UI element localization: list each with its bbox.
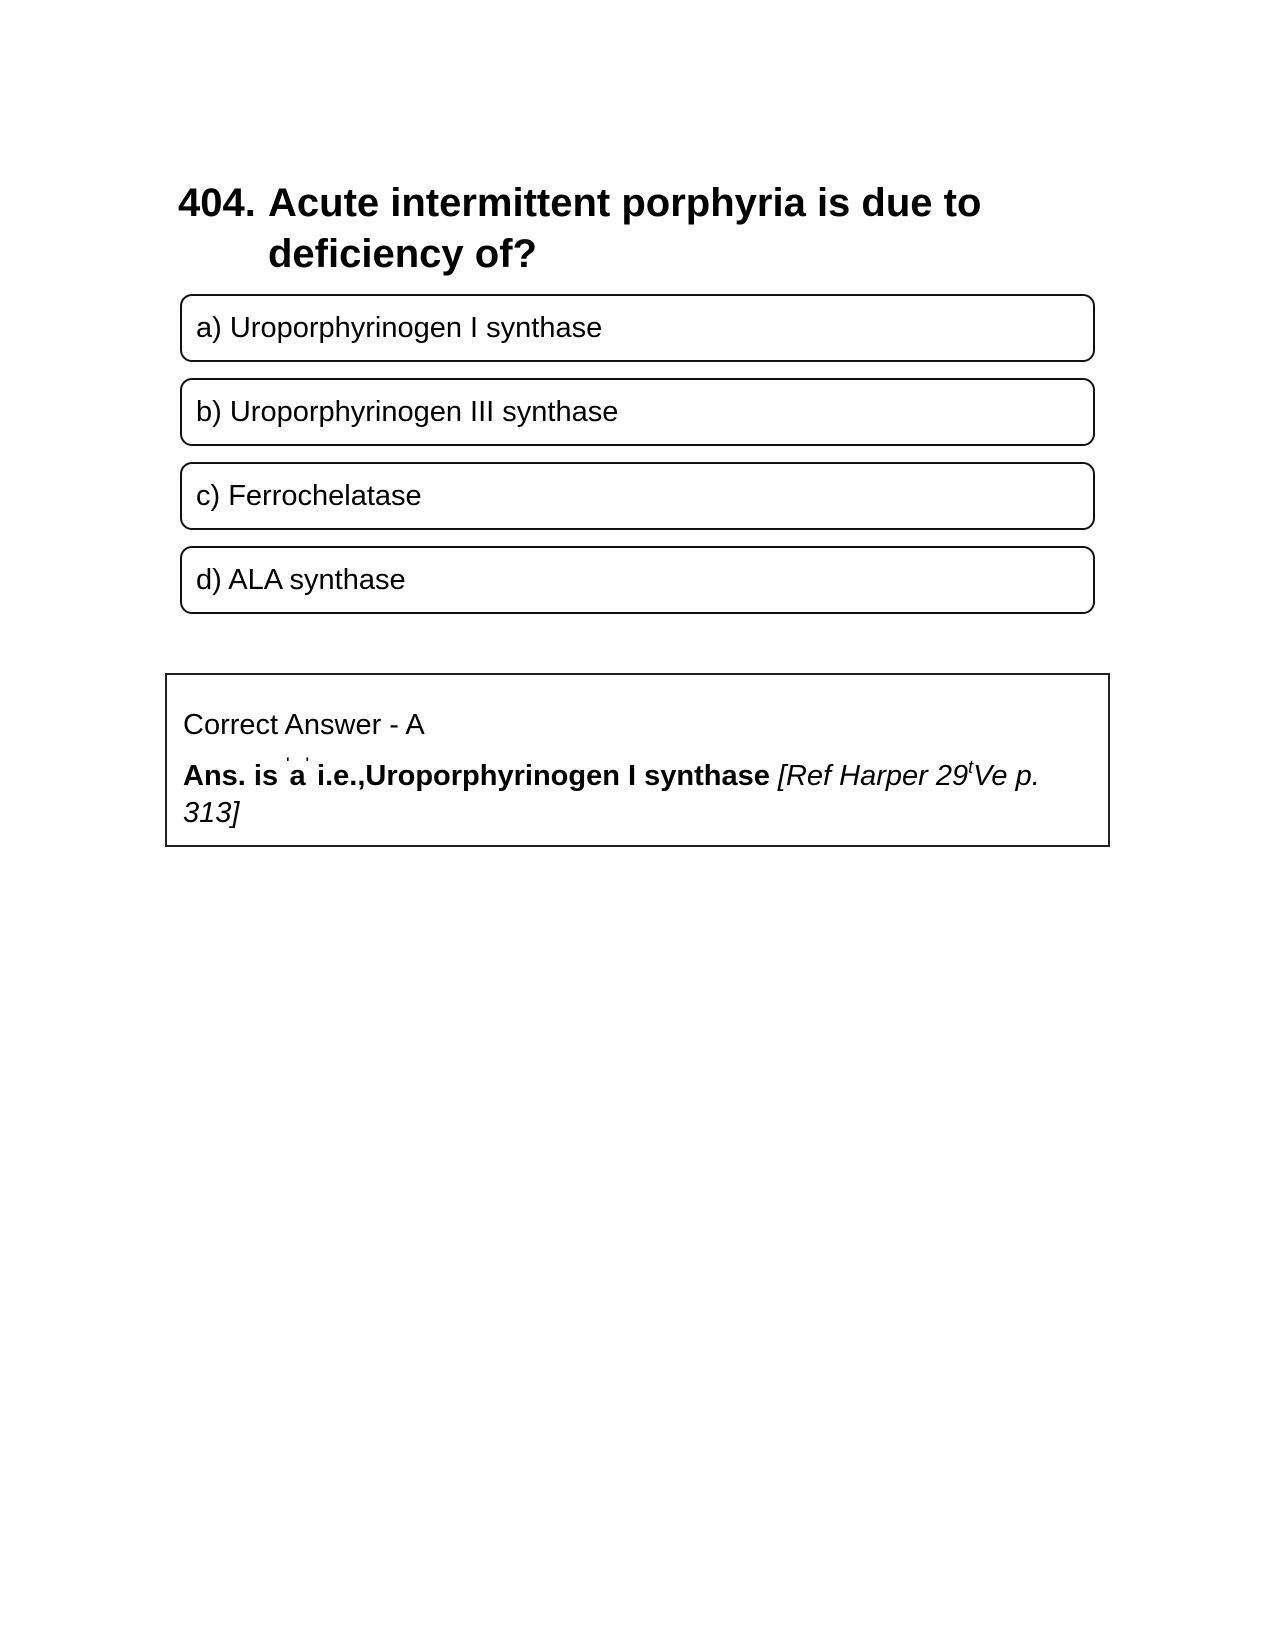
answer-tick-open: ': [286, 754, 290, 770]
answer-explanation: [183, 744, 1092, 832]
answer-reference-part2: Ve p. 313]: [183, 760, 1040, 829]
answer-reference-part1: [Ref Harper 29: [769, 760, 969, 792]
answer-reference-sup: t: [968, 757, 974, 777]
options-list: [180, 294, 1095, 630]
option-d[interactable]: d) ALA synthase: [180, 546, 1095, 614]
question-heading: [178, 178, 1058, 280]
option-b[interactable]: b) Uroporphyrinogen III synthase: [180, 378, 1095, 446]
answer-prefix: Ans. is: [183, 760, 287, 792]
answer-letter: a: [289, 760, 306, 792]
option-c[interactable]: c) Ferrochelatase: [180, 462, 1095, 530]
question-number: 404.: [178, 181, 256, 225]
option-a[interactable]: a) Uroporphyrinogen I synthase: [180, 294, 1095, 362]
answer-tick-close: ': [305, 754, 309, 770]
answer-rest: i.e.,Uroporphyrinogen I synthase: [308, 760, 770, 792]
correct-answer-line: Correct Answer - A: [183, 709, 425, 741]
answer-box: [165, 673, 1110, 847]
question-text: Acute intermittent porphyria is due to deficiency of?: [268, 181, 982, 276]
